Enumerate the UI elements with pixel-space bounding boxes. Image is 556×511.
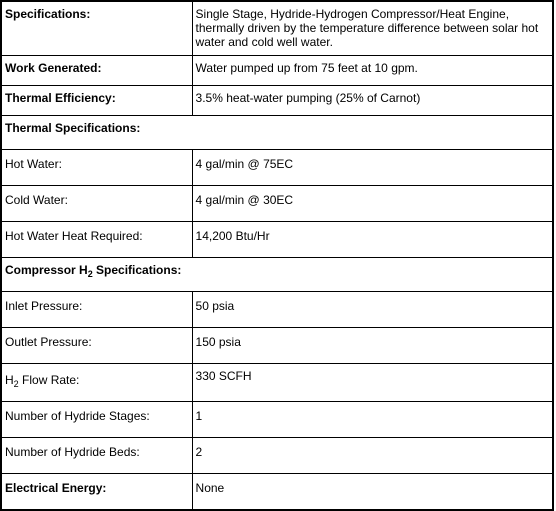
row-value-inlet-pressure: 50 psia [192,292,553,328]
section-row [1,258,553,292]
table-row [1,86,553,116]
row-value-electrical-energy: None [192,474,553,511]
row-label-specifications: Specifications: [1,1,192,56]
table-row [1,150,553,186]
row-label-electrical-energy: Electrical Energy: [1,474,192,511]
row-value-hot-water: 4 gal/min @ 75EC [192,150,553,186]
subscript-2: 2 [13,379,19,389]
row-value-hydride-stages: 1 [192,402,553,438]
row-label-outlet-pressure: Outlet Pressure: [1,328,192,364]
row-value-hydride-beds: 2 [192,438,553,474]
table-row [1,222,553,258]
row-value-specifications: Single Stage, Hydride-Hydrogen Compressor/Heat Engine, thermally driven by the temperature difference between solar hot water and cold well water. [192,1,553,56]
table-row [1,364,553,402]
table-row [1,402,553,438]
section-heading-post: Specifications: [92,263,182,277]
row-value-work-generated: Water pumped up from 75 feet at 10 gpm. [192,56,553,86]
row-value-hot-water-heat: 14,200 Btu/Hr [192,222,553,258]
flow-label-post: Flow Rate: [18,373,80,387]
row-label-h2-flow-rate [1,364,192,402]
row-label-hydride-beds: Number of Hydride Beds: [1,438,192,474]
row-label-hot-water-heat: Hot Water Heat Required: [1,222,192,258]
table-row [1,474,553,511]
subscript-2: 2 [87,269,93,279]
table-row [1,438,553,474]
row-value-cold-water: 4 gal/min @ 30EC [192,186,553,222]
row-value-outlet-pressure: 150 psia [192,328,553,364]
row-value-thermal-efficiency: 3.5% heat-water pumping (25% of Carnot) [192,86,553,116]
row-label-thermal-efficiency: Thermal Efficiency: [1,86,192,116]
row-label-work-generated: Work Generated: [1,56,192,86]
section-row [1,116,553,150]
flow-label-pre: H [5,373,14,387]
section-heading-compressor [1,258,553,292]
table-row [1,292,553,328]
row-label-hot-water: Hot Water: [1,150,192,186]
row-label-cold-water: Cold Water: [1,186,192,222]
section-heading-pre: Compressor H [5,263,88,277]
row-label-inlet-pressure: Inlet Pressure: [1,292,192,328]
row-label-hydride-stages: Number of Hydride Stages: [1,402,192,438]
table-row [1,186,553,222]
table-row [1,56,553,86]
table-row [1,1,553,56]
section-heading-thermal: Thermal Specifications: [1,116,553,150]
row-value-h2-flow-rate: 330 SCFH [192,364,553,402]
table-row [1,328,553,364]
